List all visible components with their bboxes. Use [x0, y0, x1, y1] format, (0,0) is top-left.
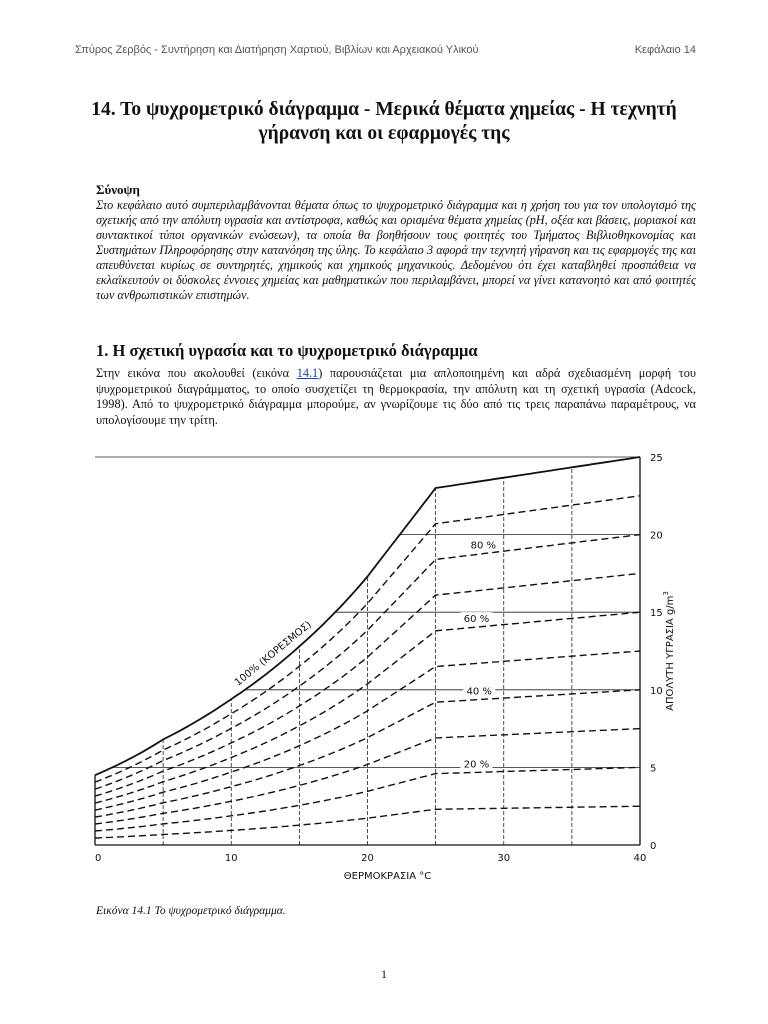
rh-label-40: 40 %	[466, 686, 492, 698]
chapter-title-line-2: γήρανση και οι εφαρμογές της	[258, 123, 510, 144]
figure-caption: Εικόνα 14.1 Το ψυχρομετρικό διάγραμμα.	[96, 905, 286, 917]
paragraph-text-start: Στην εικόνα που ακολουθεί (εικόνα	[96, 366, 297, 380]
summary-body: Στο κεφάλαιο αυτό συμπεριλαμβάνονται θέματα όπως το ψυχρομετρικό διάγραμμα και η χρήση του για τον υπολογισμό της σχετικής από την απόλυτη υγρασία και αντίστροφα, καθώς και ορισμένα θέματα χημείας (pH, οξέα και βάσεις, μοριακοί και συντακτικοί τύποι οργανικών ενώσεων), τα οποία θα βοηθήσουν τους φοιτητές του Τμήματος Βιβλιοθηκονομίας και Συστημάτων Πληροφόρησης στην κατανόηση της ύλης. Το κεφάλαιο 3 αφορά την τεχνητή γήρανση και τις εφαρμογές της και απευθύνεται κυρίως σε συντηρητές, χημικούς και χημικούς μηχανικούς. Δεδομένου ότι έχει καταβληθεί προσπάθεια να εκλαϊκευτούν οι δύσκολες έννοιες χημείας και μαθηματικών που περιλαμβάνει, μπορεί να γίνει κατανοητό και από φοιτητές των ανθρωπιστικών επιστημών.	[96, 198, 696, 302]
y-tick-label: 25	[650, 453, 663, 464]
running-header-left: Σπύρος Ζερβός - Συντήρηση και Διατήρηση Χαρτιού, Βιβλίων και Αρχειακού Υλικού	[75, 44, 479, 56]
rh-label-20: 20 %	[463, 759, 490, 771]
y-axis-label-superscript: 3	[662, 591, 670, 596]
x-tick-label: 20	[361, 853, 374, 864]
y-axis-label: ΑΠΟΛΥΤΗ ΥΓΡΑΣΙΑ $g/m^3$	[662, 591, 676, 711]
paragraph-text-end: ) παρουσιάζεται μια απλοποιημένη και αδρά σχεδιασμένη μορφή του ψυχρομετρικού διαγράμματος, το οποίο συσχετίζει τη θερμοκρασία, την απόλυτη και τη σχετική υγρασία (Adcock, 1998). Από το ψυχρομετρικό διάγραμμα μπορούμε, αν γνωρίζουμε τις δύο από τις τρεις παραπάνω παραμέτρους, να υπολογίσουμε την τρίτη.	[96, 366, 696, 427]
y-tick-label: 5	[650, 763, 657, 775]
saturation-curve-label: 100% (ΚΟΡΕΣΜΟΣ)	[232, 619, 314, 689]
rh-label-80: 80 %	[470, 540, 497, 552]
summary-heading: Σύνοψη	[96, 182, 140, 197]
x-tick-label: 0	[95, 853, 102, 864]
running-header-right: Κεφάλαιο 14	[634, 44, 696, 56]
x-axis-label: ΘΕΡΜΟΚΡΑΣΙΑ °C	[343, 871, 432, 882]
page-number: 1	[381, 967, 387, 981]
y-tick-label: 0	[650, 841, 657, 852]
x-tick-label: 10	[224, 853, 238, 864]
y-tick-label: 20	[650, 530, 663, 542]
rh-label-60: 60 %	[463, 614, 490, 626]
chapter-title-line-1: 14. Το ψυχρομετρικό διάγραμμα - Μερικά θέματα χημείας - Η τεχνητή	[91, 99, 677, 120]
section-heading: 1. Η σχετική υγρασία και το ψυχρομετρικό διάγραμμα	[96, 341, 478, 360]
figure-reference-link[interactable]: 14.1	[296, 366, 319, 380]
y-tick-label: 10	[650, 685, 663, 697]
x-tick-label: 30	[497, 853, 511, 864]
x-tick-label: 40	[633, 853, 647, 864]
y-tick-label: 15	[650, 608, 663, 620]
